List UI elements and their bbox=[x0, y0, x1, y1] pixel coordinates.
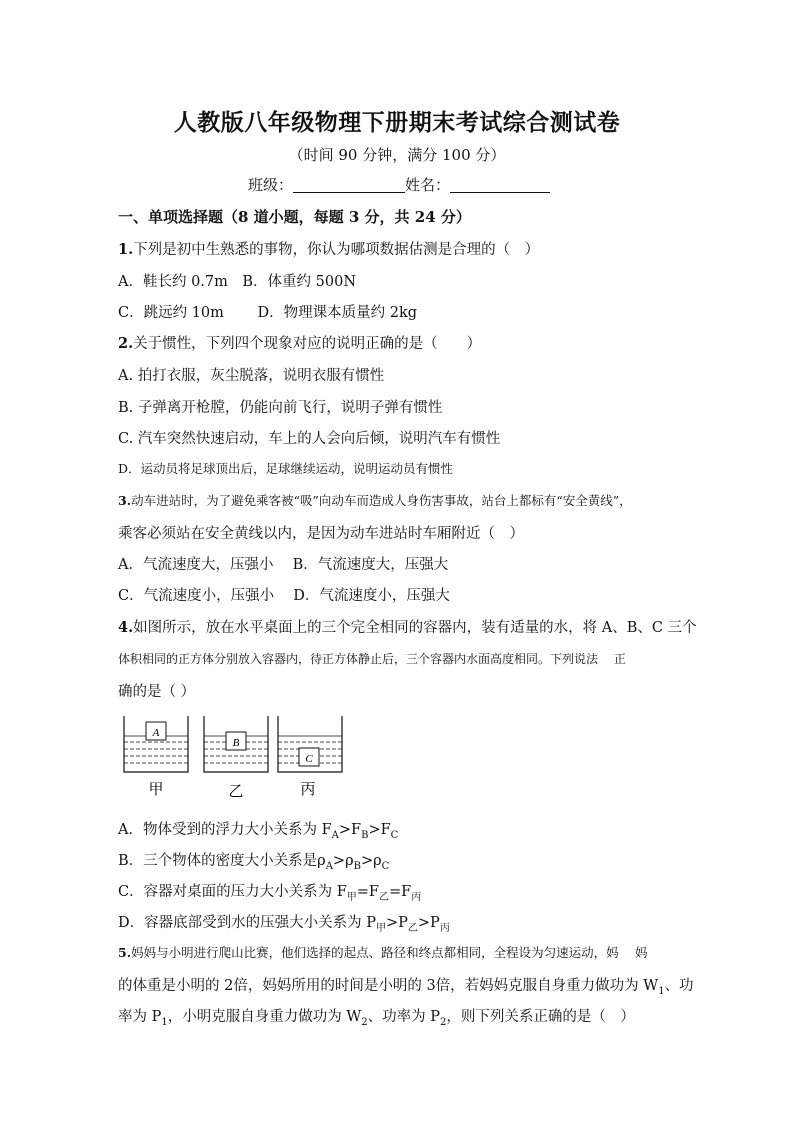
name-label: 姓名： bbox=[405, 176, 451, 194]
subscript: 乙 bbox=[378, 891, 389, 903]
question-4-option-b: B．三个物体的密度大小关系是$\rho_A>\rho_B>\rho_C$ bbox=[118, 853, 390, 872]
subscript: 丙 bbox=[439, 922, 450, 934]
question-number: 3. bbox=[118, 493, 132, 508]
subscript: A bbox=[331, 829, 339, 841]
name-blank bbox=[450, 176, 550, 193]
three-containers-figure bbox=[118, 712, 358, 802]
question-5-stem-line1 bbox=[118, 943, 648, 961]
question-3-stem-line1 bbox=[118, 491, 632, 509]
subscript: 1 bbox=[658, 985, 665, 997]
exam-subtitle: （时间 90 分钟，满分 100 分） bbox=[288, 146, 506, 164]
question-4-stem-line1 bbox=[118, 616, 697, 637]
block-a-label: A bbox=[152, 727, 160, 739]
question-text: 率为 P bbox=[118, 1009, 162, 1025]
label-yi: 乙 bbox=[228, 782, 244, 800]
label-bing: 丙 bbox=[300, 780, 316, 798]
question-text: 如图所示，放在水平桌面上的三个完全相同的容器内，装有适量的水，将 A、B、C 三个 bbox=[133, 620, 697, 636]
block-c-label: C bbox=[305, 753, 313, 765]
option-text: D．容器底部受到水的压强大小关系为 P bbox=[118, 915, 376, 931]
container-jia bbox=[124, 716, 188, 772]
option-text: A．物体受到的浮力大小关系为 F bbox=[118, 822, 332, 838]
section-heading: 一、单项选择题（8 道小题，每题 3 分，共 24 分） bbox=[118, 208, 471, 226]
container-bing bbox=[278, 716, 342, 772]
class-name-line bbox=[248, 174, 550, 195]
subscript: 2 bbox=[361, 1016, 368, 1028]
question-1-stem bbox=[118, 238, 539, 259]
question-number: 2. bbox=[118, 335, 134, 352]
question-1-options-cd: C．跳远约 10m D．物理课本质量约 2kg bbox=[118, 305, 418, 321]
question-4-option-d: D．容器底部受到水的压强大小关系为 $P_甲>P_乙>P_丙$ bbox=[118, 915, 450, 934]
label-jia: 甲 bbox=[148, 780, 164, 798]
subscript: B bbox=[361, 829, 369, 841]
question-text: 的体重是小明的 2倍，妈妈所用的时间是小明的 3倍，若妈妈克服自身重力做功为 W bbox=[118, 978, 659, 994]
question-3-options-ab: A．气流速度大，压强小 B．气流速度大，压强大 bbox=[118, 557, 449, 573]
question-2-option-a: A. 拍打衣服，灰尘脱落，说明衣服有惯性 bbox=[118, 368, 385, 384]
container-yi bbox=[204, 716, 268, 772]
subscript: A bbox=[325, 860, 333, 872]
question-4-stem-line2: 体积相同的正方体分别放入容器内，待正方体静止后，三个容器内水面高度相同。下列说法 正 bbox=[118, 652, 626, 666]
subscript: 甲 bbox=[346, 891, 357, 903]
question-text: 、功率为 P bbox=[367, 1009, 441, 1025]
question-4-option-c: C．容器对桌面的压力大小关系为 $F_甲=F_乙=F_丙$ bbox=[118, 884, 422, 903]
subscript: 甲 bbox=[376, 922, 386, 934]
subscript: 1 bbox=[161, 1016, 168, 1028]
question-2-option-d: D．运动员将足球顶出后，足球继续运动，说明运动员有惯性 bbox=[118, 461, 454, 476]
option-text: C．容器对桌面的压力大小关系为 F bbox=[118, 884, 347, 900]
block-b-label: B bbox=[232, 737, 240, 749]
question-4-option-a: A．物体受到的浮力大小关系为 $F_A>F_B>F_C$ bbox=[118, 822, 399, 841]
option-text: B．三个物体的密度大小关系是ρ bbox=[118, 853, 326, 869]
question-number: 4. bbox=[118, 619, 134, 636]
question-3-options-cd: C．气流速度小，压强小 D．气流速度小，压强大 bbox=[118, 588, 450, 604]
question-number: 1. bbox=[118, 241, 134, 258]
subscript: B bbox=[353, 860, 361, 872]
question-text: 、功 bbox=[664, 978, 694, 994]
question-3-stem-line2: 乘客必须站在安全黄线以内，是因为动车进站时车厢附近（ ） bbox=[118, 526, 524, 542]
subscript: 2 bbox=[440, 1016, 447, 1028]
class-label: 班级： bbox=[248, 176, 294, 194]
question-2-stem bbox=[118, 332, 481, 353]
question-text: ，则下列关系正确的是（ ） bbox=[446, 1009, 635, 1025]
question-text: ，小明克服自身重力做功为 W bbox=[167, 1009, 362, 1025]
question-text: 下列是初中生熟悉的事物，你认为哪项数据估测是合理的（ ） bbox=[133, 242, 540, 258]
question-4-stem-line3: 确的是（ ） bbox=[118, 684, 196, 700]
question-5-stem-line2 bbox=[118, 974, 694, 997]
page-title: 人教版八年级物理下册期末考试综合测试卷 bbox=[173, 109, 621, 136]
question-1-options-ab: A．鞋长约 0.7m B．体重约 500N bbox=[118, 274, 357, 290]
subscript: C bbox=[390, 829, 399, 841]
subscript: C bbox=[381, 860, 390, 872]
subscript: 丙 bbox=[411, 891, 422, 903]
class-blank bbox=[293, 176, 405, 193]
question-text: 妈妈与小明进行爬山比赛，他们选择的起点、路径和终点都相同，全程设为匀速运动，妈 妈 bbox=[131, 945, 648, 960]
subscript: 乙 bbox=[407, 922, 418, 934]
question-text: 关于惯性，下列四个现象对应的说明正确的是（ ） bbox=[133, 336, 482, 352]
question-2-option-c: C. 汽车突然快速启动，车上的人会向后倾，说明汽车有惯性 bbox=[118, 431, 501, 447]
question-number: 5. bbox=[118, 945, 132, 960]
question-2-option-b: B. 子弹离开枪膛，仍能向前飞行，说明子弹有惯性 bbox=[118, 400, 443, 416]
question-5-stem-line3 bbox=[118, 1005, 635, 1028]
question-text: 动车进站时，为了避免乘客被“吸”向动车而造成人身伤害事故，站台上都标有“安全黄线”， bbox=[131, 493, 632, 508]
